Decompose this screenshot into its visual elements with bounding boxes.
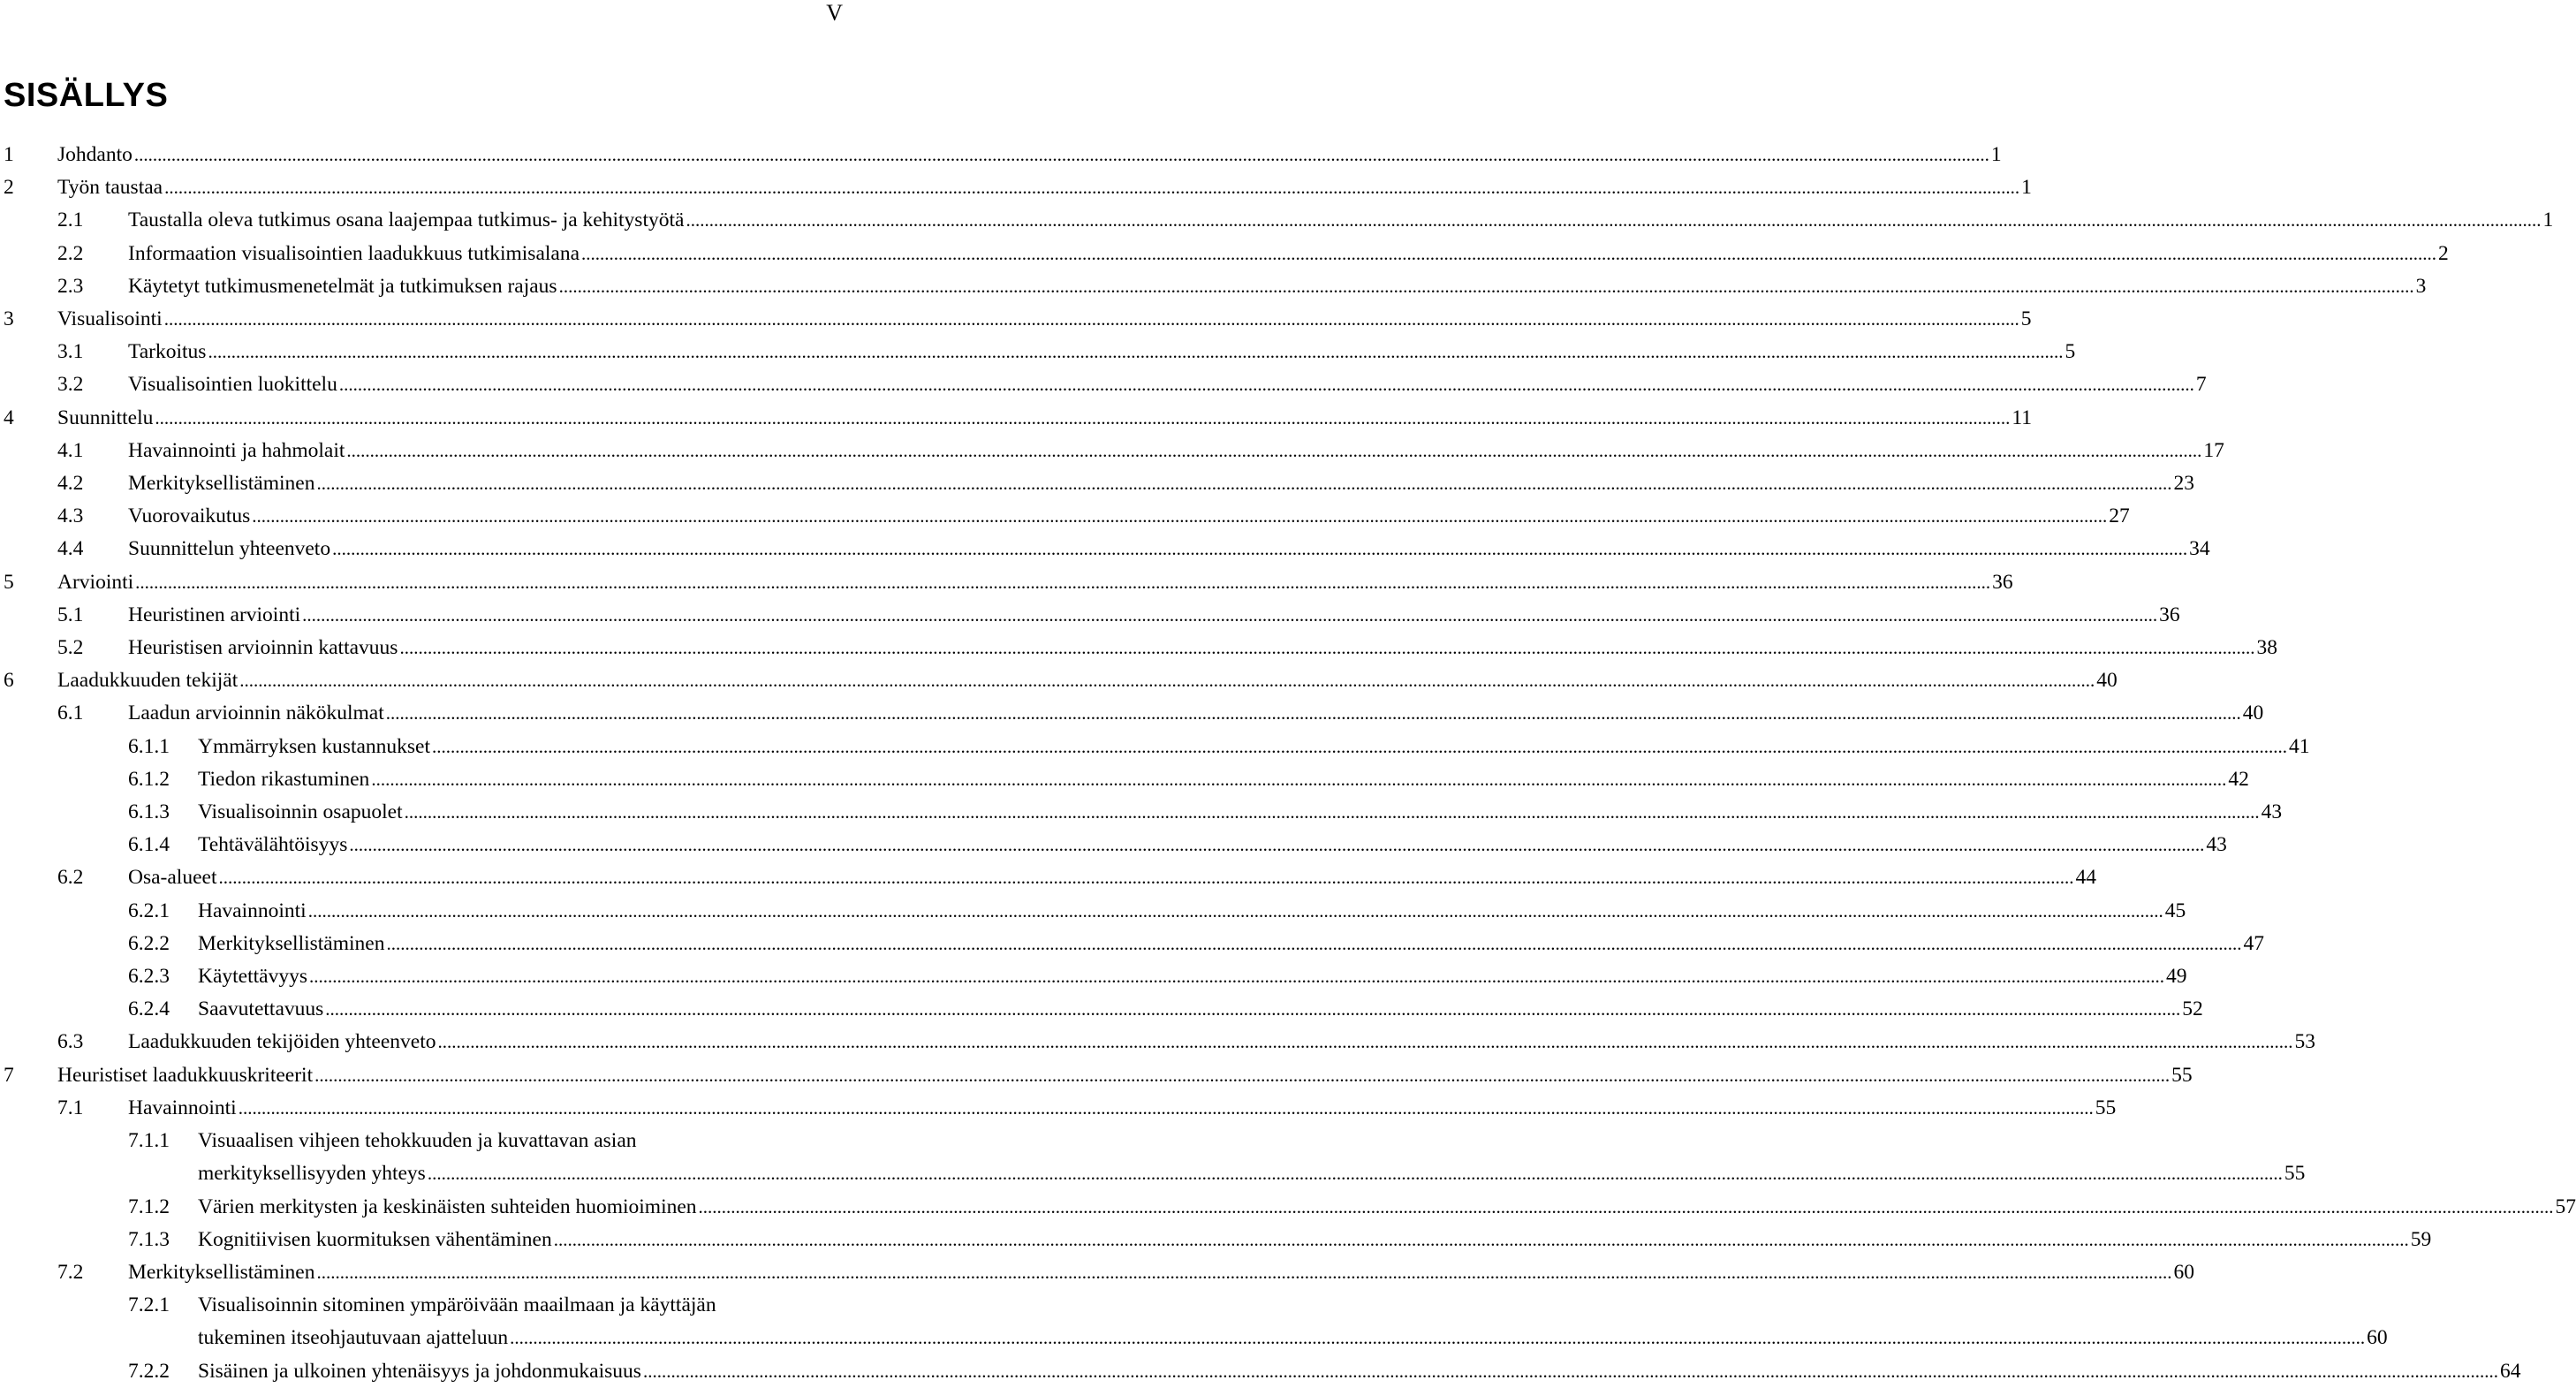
toc-entry-number: 2 <box>4 176 14 200</box>
toc-entry[interactable] <box>4 238 2449 270</box>
toc-entry-title: Tarkoitus <box>128 340 207 364</box>
toc-entry[interactable] <box>4 1224 2432 1256</box>
toc-entry-number: 7.1 <box>57 1096 84 1119</box>
toc-entry-number: 3.2 <box>57 373 84 397</box>
toc-entry-number: 4 <box>4 406 14 429</box>
toc-entry[interactable] <box>4 1191 2576 1224</box>
dot-leader: ................................................................................................................................................................................................................................................................................................................................................................................................................ <box>155 406 2011 429</box>
toc-entry-page: 53 <box>2294 1030 2315 1054</box>
toc-entry[interactable] <box>4 336 2076 368</box>
toc-entry-number: 5.2 <box>57 636 84 660</box>
dot-leader: ................................................................................................................................................................................................................................................................................................................................................................................................................ <box>302 603 2158 626</box>
dot-leader: ................................................................................................................................................................................................................................................................................................................................................................................................................ <box>642 1360 2498 1382</box>
toc-entry-title: Havainnointi <box>198 899 307 922</box>
toc-entry-number: 6.2.1 <box>128 899 170 922</box>
toc-entry-number: 6.2 <box>57 866 84 890</box>
dot-leader: ................................................................................................................................................................................................................................................................................................................................................................................................................ <box>385 702 2241 724</box>
dot-leader: ................................................................................................................................................................................................................................................................................................................................................................................................................ <box>371 768 2227 790</box>
toc-entry-title: Laadukkuuden tekijöiden yhteenveto <box>128 1030 436 1054</box>
toc-entry[interactable] <box>4 697 2264 730</box>
toc-entry[interactable] <box>4 895 2186 928</box>
toc-entry-page: 5 <box>2020 307 2032 331</box>
toc-entry-number: 7.1.2 <box>128 1195 170 1218</box>
toc-entry-number: 6.1.4 <box>128 833 170 857</box>
toc-entry-title: Osa-alueet <box>128 866 217 890</box>
toc-entry-page: 57 <box>2555 1195 2576 1218</box>
toc-entry-page: 2 <box>2438 241 2449 265</box>
toc-entry-title: Havainnointi ja hahmolait <box>128 438 345 462</box>
toc-entry-page: 36 <box>1992 570 2013 594</box>
toc-entry-number: 3.1 <box>57 340 84 364</box>
toc-entry-number: 1 <box>4 143 14 166</box>
toc-entry-page: 11 <box>2012 406 2033 429</box>
toc-entry-number: 4.4 <box>57 537 84 561</box>
toc-entry-number: 6.2.2 <box>128 931 170 955</box>
dot-leader: ................................................................................................................................................................................................................................................................................................................................................................................................................ <box>238 1096 2094 1119</box>
toc-entry-page: 42 <box>2228 767 2249 791</box>
toc-entry-number: 4.2 <box>57 472 84 496</box>
dot-leader: ................................................................................................................................................................................................................................................................................................................................................................................................................ <box>698 1195 2554 1217</box>
toc-entry[interactable] <box>4 632 2277 664</box>
dot-leader: ................................................................................................................................................................................................................................................................................................................................................................................................................ <box>437 1031 2293 1053</box>
toc-entry-number: 7.1.1 <box>128 1129 170 1153</box>
toc-entry-page: 64 <box>2499 1359 2521 1383</box>
toc-entry-title: Merkityksellistäminen <box>198 931 385 955</box>
toc-entry-page: 45 <box>2164 899 2186 922</box>
toc-entry-page: 44 <box>2075 866 2096 890</box>
dot-leader: ................................................................................................................................................................................................................................................................................................................................................................................................................ <box>399 637 2255 659</box>
dot-leader: ................................................................................................................................................................................................................................................................................................................................................................................................................ <box>581 242 2437 264</box>
toc-entry-number: 4.3 <box>57 504 84 528</box>
dot-leader: ................................................................................................................................................................................................................................................................................................................................................................................................................ <box>432 735 2288 757</box>
toc-entry-page: 49 <box>2166 965 2187 989</box>
toc-entry-page: 52 <box>2182 997 2203 1021</box>
toc-entry-title: Arviointi <box>57 570 134 594</box>
toc-entry-page: 40 <box>2242 702 2264 725</box>
toc-entry-title: Tehtävälähtöisyys <box>198 833 348 857</box>
toc-entry-number: 2.1 <box>57 209 84 232</box>
toc-entry-title: Työn taustaa <box>57 176 163 200</box>
toc-entry[interactable] <box>4 270 2427 303</box>
toc-entry-title: Laadun arvioinnin näkökulmat <box>128 702 384 725</box>
toc-entry-title: tukeminen itseohjautuvaan ajatteluun <box>198 1326 509 1350</box>
toc-entry[interactable] <box>4 1289 2388 1354</box>
toc-entry-number: 6.1 <box>57 702 84 725</box>
toc-entry-number: 2.3 <box>57 274 84 298</box>
toc-entry-title: Heuristiset laadukkuuskriteerit <box>57 1063 314 1087</box>
toc-entry[interactable] <box>4 402 2033 435</box>
toc-entry-title: Kognitiivisen kuormituksen vähentäminen <box>198 1227 552 1251</box>
dot-leader: ................................................................................................................................................................................................................................................................................................................................................................................................................ <box>252 505 2108 527</box>
toc-entry-page: 3 <box>2415 274 2427 298</box>
toc-entry-page: 1 <box>2542 209 2554 232</box>
dot-leader: ................................................................................................................................................................................................................................................................................................................................................................................................................ <box>314 1064 2171 1086</box>
toc-entry[interactable] <box>4 829 2227 861</box>
toc-entry[interactable] <box>4 1026 2315 1058</box>
dot-leader: ................................................................................................................................................................................................................................................................................................................................................................................................................ <box>558 275 2414 297</box>
toc-entry-number: 7.2 <box>57 1260 84 1284</box>
toc-entry-page: 17 <box>2203 438 2224 462</box>
toc-entry-title: Käytetyt tutkimusmenetelmät ja tutkimuksen rajaus <box>128 274 557 298</box>
toc-entry-page: 38 <box>2256 636 2277 660</box>
toc-entry-number: 5 <box>4 570 14 594</box>
dot-leader: ................................................................................................................................................................................................................................................................................................................................................................................................................ <box>307 899 2163 922</box>
toc-entry-page: 1 <box>1990 143 2002 166</box>
dot-leader: ................................................................................................................................................................................................................................................................................................................................................................................................................ <box>164 177 2020 199</box>
toc-entry-number: 6 <box>4 669 14 693</box>
dot-leader: ................................................................................................................................................................................................................................................................................................................................................................................................................ <box>338 374 2194 396</box>
toc-entry[interactable] <box>4 533 2210 565</box>
dot-leader: ................................................................................................................................................................................................................................................................................................................................................................................................................ <box>510 1327 2366 1349</box>
toc-entry-number: 7.1.3 <box>128 1227 170 1251</box>
toc-entry[interactable] <box>4 368 2207 401</box>
toc-entry-page: 7 <box>2195 373 2207 397</box>
toc-entry-page: 40 <box>2096 669 2118 693</box>
toc-entry-number: 7.2.2 <box>128 1359 170 1383</box>
toc-entry[interactable] <box>4 435 2224 467</box>
toc-entry-page: 27 <box>2109 504 2130 528</box>
toc-entry-title: Merkityksellistäminen <box>128 1260 315 1284</box>
toc-entry-title: Tiedon rikastuminen <box>198 767 370 791</box>
toc-entry-title-line: Visualisoinnin sitominen ympäröivään maailmaan ja käyttäjän <box>198 1293 716 1317</box>
toc-entry[interactable] <box>4 1355 2521 1388</box>
toc-entry-title: merkityksellisyyden yhteys <box>198 1162 426 1186</box>
toc-entry-page: 43 <box>2206 833 2227 857</box>
dot-leader: ................................................................................................................................................................................................................................................................................................................................................................................................................ <box>349 834 2205 856</box>
toc-entry[interactable] <box>4 566 2013 599</box>
toc-entry[interactable] <box>4 1059 2193 1092</box>
toc-entry[interactable] <box>4 599 2180 632</box>
dot-leader: ................................................................................................................................................................................................................................................................................................................................................................................................................ <box>346 439 2202 461</box>
toc-entry[interactable] <box>4 960 2187 993</box>
dot-leader: ................................................................................................................................................................................................................................................................................................................................................................................................................ <box>309 966 2164 988</box>
toc-entry-number: 4.1 <box>57 438 84 462</box>
toc-entry-title: Suunnittelun yhteenveto <box>128 537 331 561</box>
toc-entry[interactable] <box>4 993 2203 1026</box>
toc-entry-title: Sisäinen ja ulkoinen yhtenäisyys ja johdonmukaisuus <box>198 1359 641 1383</box>
toc-entry-title: Värien merkitysten ja keskinäisten suhteiden huomioiminen <box>198 1195 697 1218</box>
dot-leader: ................................................................................................................................................................................................................................................................................................................................................................................................................ <box>208 341 2064 363</box>
toc-entry[interactable] <box>4 467 2194 500</box>
toc-entry-page: 43 <box>2261 800 2283 824</box>
toc-entry-title: Visualisointi <box>57 307 163 331</box>
toc-entry-number: 6.1.3 <box>128 800 170 824</box>
toc-entry-number: 6.2.3 <box>128 965 170 989</box>
toc-entry-number: 6.1.2 <box>128 767 170 791</box>
dot-leader: ................................................................................................................................................................................................................................................................................................................................................................................................................ <box>332 538 2188 560</box>
toc-entry-title: Suunnittelu <box>57 406 154 429</box>
toc-entry[interactable] <box>4 171 2032 204</box>
toc-entry-page: 1 <box>2021 176 2032 200</box>
toc-entry-page: 41 <box>2289 734 2310 758</box>
toc-entry-title: Johdanto <box>57 143 133 166</box>
dot-leader: ................................................................................................................................................................................................................................................................................................................................................................................................................ <box>386 932 2242 954</box>
toc-entry-page: 5 <box>2065 340 2076 364</box>
toc-entry[interactable] <box>4 664 2118 697</box>
toc-entry-number: 6.3 <box>57 1030 84 1054</box>
table-of-contents <box>4 139 2576 1388</box>
toc-entry-number: 6.2.4 <box>128 997 170 1021</box>
dot-leader: ................................................................................................................................................................................................................................................................................................................................................................................................................ <box>404 801 2260 823</box>
toc-entry[interactable] <box>4 861 2096 894</box>
toc-entry-title: Saavutettavuus <box>198 997 324 1021</box>
toc-entry-page: 60 <box>2367 1326 2388 1350</box>
toc-entry-number: 6.1.1 <box>128 734 170 758</box>
dot-leader: ................................................................................................................................................................................................................................................................................................................................................................................................................ <box>239 670 2095 692</box>
toc-entry-number: 2.2 <box>57 241 84 265</box>
dot-leader: ................................................................................................................................................................................................................................................................................................................................................................................................................ <box>553 1228 2409 1250</box>
toc-entry-title: Visualisointien luokittelu <box>128 373 337 397</box>
dot-leader: ................................................................................................................................................................................................................................................................................................................................................................................................................ <box>325 998 2181 1020</box>
toc-entry-number: 3 <box>4 307 14 331</box>
toc-entry-title: Ymmärryksen kustannukset <box>198 734 431 758</box>
toc-entry-number: 7 <box>4 1063 14 1087</box>
page-number: V <box>826 0 843 26</box>
toc-entry-page: 55 <box>2171 1063 2193 1087</box>
toc-entry[interactable] <box>4 1125 2306 1190</box>
toc-entry[interactable] <box>4 303 2032 336</box>
toc-entry-title: Taustalla oleva tutkimus osana laajempaa tutkimus- ja kehitystyötä <box>128 209 685 232</box>
dot-leader: ................................................................................................................................................................................................................................................................................................................................................................................................................ <box>163 308 2019 330</box>
toc-entry-page: 59 <box>2410 1227 2432 1251</box>
toc-entry[interactable] <box>4 1256 2194 1289</box>
toc-entry[interactable] <box>4 1092 2117 1125</box>
toc-entry[interactable] <box>4 204 2554 237</box>
toc-entry-title: Heuristisen arvioinnin kattavuus <box>128 636 398 660</box>
toc-entry[interactable] <box>4 500 2130 533</box>
toc-entry-title: Informaation visualisointien laadukkuus tutkimisalana <box>128 241 580 265</box>
dot-leader: ................................................................................................................................................................................................................................................................................................................................................................................................................ <box>218 867 2074 889</box>
toc-entry[interactable] <box>4 763 2249 796</box>
toc-entry[interactable] <box>4 731 2310 763</box>
toc-entry-page: 60 <box>2173 1260 2194 1284</box>
toc-entry-page: 34 <box>2189 537 2210 561</box>
toc-entry-page: 36 <box>2159 603 2180 626</box>
page-title: SISÄLLYS <box>4 77 169 114</box>
toc-entry-title: Käytettävyys <box>198 965 307 989</box>
toc-entry[interactable] <box>4 796 2283 829</box>
toc-entry-page: 55 <box>2284 1162 2306 1186</box>
toc-entry-title: Merkityksellistäminen <box>128 472 315 496</box>
toc-entry-page: 47 <box>2243 931 2264 955</box>
toc-entry-title-line: Visuaalisen vihjeen tehokkuuden ja kuvattavan asian <box>198 1129 637 1153</box>
toc-entry-page: 23 <box>2173 472 2194 496</box>
dot-leader: ................................................................................................................................................................................................................................................................................................................................................................................................................ <box>135 571 1991 593</box>
toc-entry-title: Laadukkuuden tekijät <box>57 669 239 693</box>
dot-leader: ................................................................................................................................................................................................................................................................................................................................................................................................................ <box>316 473 2172 495</box>
toc-entry-page: 55 <box>2095 1096 2117 1119</box>
toc-entry-title: Havainnointi <box>128 1096 237 1119</box>
toc-entry-number: 5.1 <box>57 603 84 626</box>
toc-entry-title: Visualisoinnin osapuolet <box>198 800 403 824</box>
toc-entry-number: 7.2.1 <box>128 1293 170 1317</box>
dot-leader: ................................................................................................................................................................................................................................................................................................................................................................................................................ <box>686 209 2542 231</box>
toc-entry[interactable] <box>4 139 2002 171</box>
dot-leader: ................................................................................................................................................................................................................................................................................................................................................................................................................ <box>427 1163 2283 1185</box>
toc-entry-title: Vuorovaikutus <box>128 504 251 528</box>
toc-entry-title: Heuristinen arviointi <box>128 603 301 626</box>
dot-leader: ................................................................................................................................................................................................................................................................................................................................................................................................................ <box>316 1261 2172 1283</box>
dot-leader: ................................................................................................................................................................................................................................................................................................................................................................................................................ <box>133 144 1989 165</box>
toc-entry[interactable] <box>4 928 2264 960</box>
